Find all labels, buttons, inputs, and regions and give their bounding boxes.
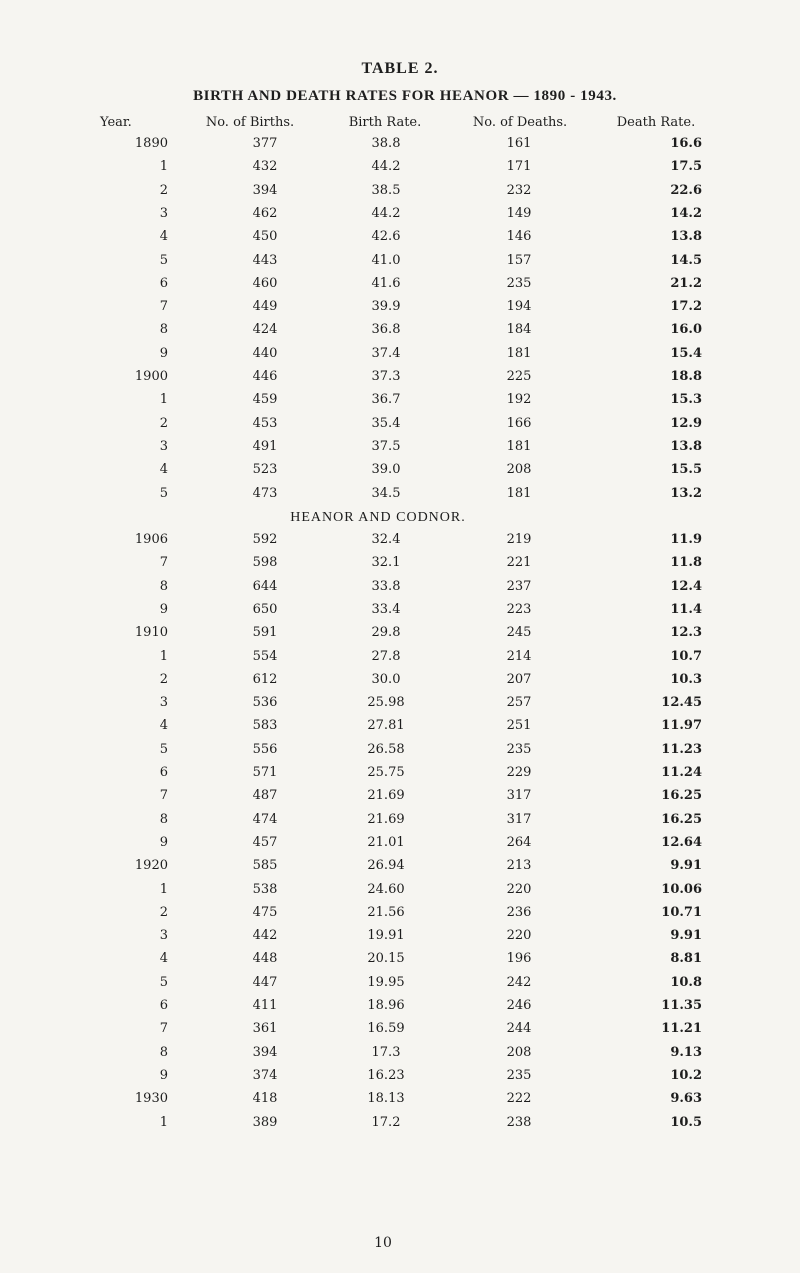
year-cell: 3	[159, 928, 168, 944]
deaths-cell: 149	[506, 205, 532, 221]
death-rate-cell: 11.24	[661, 765, 702, 780]
birth-rate-cell: 33.4	[371, 601, 401, 617]
year-cell: 6	[159, 275, 168, 291]
death-rate-cell: 11.21	[661, 1021, 702, 1037]
table-row	[0, 998, 800, 1018]
birth-rate-cell: 37.4	[371, 345, 401, 361]
year-cell: 2	[159, 182, 168, 198]
birth-rate-cell: 21.69	[367, 811, 405, 827]
birth-rate-cell: 33.8	[371, 578, 401, 594]
death-rate-cell: 9.13	[670, 1044, 702, 1060]
death-rate-cell: 10.71	[661, 904, 702, 920]
table-row	[0, 1021, 800, 1041]
table-row	[0, 695, 800, 715]
birth-rate-cell: 18.13	[367, 1091, 405, 1107]
birth-rate-cell: 36.8	[371, 322, 401, 338]
year-cell: 1920	[134, 858, 168, 874]
death-rate-cell: 15.5	[670, 462, 702, 478]
births-cell: 448	[252, 951, 278, 967]
death-rate-cell: 22.6	[670, 182, 702, 198]
births-cell: 491	[252, 438, 278, 454]
birth-rate-cell: 32.1	[371, 555, 401, 571]
births-cell: 598	[252, 555, 278, 571]
table-row	[0, 229, 800, 249]
year-cell: 1	[159, 648, 168, 664]
births-cell: 591	[252, 625, 278, 641]
table-row	[0, 439, 800, 459]
header-births: No. of Births.	[205, 115, 295, 130]
table-row	[0, 742, 800, 762]
births-cell: 644	[252, 578, 278, 594]
birth-rate-cell: 24.60	[367, 881, 405, 897]
table-row	[0, 788, 800, 808]
table-row	[0, 882, 800, 902]
deaths-cell: 251	[506, 718, 532, 734]
deaths-cell: 317	[506, 788, 532, 804]
year-cell: 7	[159, 299, 168, 315]
deaths-cell: 245	[506, 625, 532, 641]
birth-rate-cell: 41.6	[371, 275, 401, 291]
year-cell: 1	[159, 392, 168, 408]
year-cell: 4	[159, 718, 168, 734]
year-cell: 9	[159, 1067, 168, 1083]
death-rate-cell: 9.63	[670, 1091, 702, 1107]
death-rate-cell: 14.5	[670, 252, 702, 268]
table-row	[0, 858, 800, 878]
birth-rate-cell: 20.15	[367, 951, 405, 967]
deaths-cell: 238	[506, 1114, 532, 1130]
header-death-rate: Death Rate.	[616, 115, 696, 130]
birth-rate-cell: 27.81	[367, 718, 405, 734]
table-row	[0, 462, 800, 482]
birth-rate-cell: 38.5	[371, 182, 401, 198]
births-cell: 389	[252, 1114, 278, 1130]
table-row	[0, 1115, 800, 1135]
death-rate-cell: 12.9	[670, 415, 702, 431]
year-cell: 7	[159, 555, 168, 571]
deaths-cell: 229	[506, 765, 532, 780]
births-cell: 443	[252, 252, 278, 268]
death-rate-cell: 11.4	[670, 601, 702, 617]
birth-rate-cell: 25.75	[367, 765, 405, 780]
birth-rate-cell: 17.3	[371, 1044, 401, 1060]
death-rate-cell: 10.06	[661, 881, 702, 897]
birth-rate-cell: 16.59	[367, 1021, 405, 1037]
deaths-cell: 257	[506, 695, 532, 711]
births-cell: 473	[252, 485, 278, 501]
birth-rate-cell: 44.2	[371, 159, 401, 175]
table-row	[0, 905, 800, 925]
death-rate-cell: 13.8	[670, 229, 702, 245]
table-row	[0, 765, 800, 785]
births-cell: 450	[252, 229, 278, 245]
death-rate-cell: 9.91	[670, 858, 702, 874]
deaths-cell: 235	[506, 1067, 532, 1083]
deaths-cell: 244	[506, 1021, 532, 1037]
death-rate-cell: 8.81	[670, 951, 702, 967]
births-cell: 394	[252, 182, 278, 198]
deaths-cell: 264	[506, 834, 532, 850]
birth-rate-cell: 17.2	[371, 1114, 401, 1130]
birth-rate-cell: 34.5	[371, 485, 401, 501]
death-rate-cell: 11.97	[661, 718, 702, 734]
death-rate-cell: 11.9	[670, 532, 702, 547]
births-cell: 453	[252, 415, 278, 431]
births-cell: 424	[252, 322, 278, 338]
births-cell: 536	[252, 695, 278, 711]
page-number: 10	[374, 1235, 392, 1251]
births-cell: 374	[252, 1067, 278, 1083]
year-cell: 9	[159, 834, 168, 850]
deaths-cell: 221	[506, 555, 532, 571]
deaths-cell: 219	[506, 532, 532, 547]
birth-rate-cell: 21.56	[367, 904, 405, 920]
table-row	[0, 532, 800, 552]
death-rate-cell: 15.3	[670, 392, 702, 408]
death-rate-cell: 14.2	[670, 205, 702, 221]
births-cell: 585	[252, 858, 278, 874]
births-cell: 462	[252, 205, 278, 221]
year-cell: 6	[159, 998, 168, 1013]
births-cell: 650	[252, 601, 278, 617]
births-cell: 475	[252, 904, 278, 920]
deaths-cell: 146	[506, 229, 532, 245]
death-rate-cell: 12.3	[670, 625, 702, 641]
birth-rate-cell: 21.69	[367, 788, 405, 804]
birth-rate-cell: 16.23	[367, 1067, 405, 1083]
table-row	[0, 1045, 800, 1065]
death-rate-cell: 9.91	[670, 928, 702, 944]
year-cell: 2	[159, 904, 168, 920]
death-rate-cell: 15.4	[670, 345, 702, 361]
year-cell: 1	[159, 159, 168, 175]
death-rate-cell: 10.3	[670, 671, 702, 687]
year-cell: 5	[159, 485, 168, 501]
deaths-cell: 237	[506, 578, 532, 594]
year-cell: 5	[159, 974, 168, 990]
year-cell: 3	[159, 438, 168, 454]
year-cell: 1	[159, 881, 168, 897]
deaths-cell: 157	[506, 252, 532, 268]
deaths-cell: 220	[506, 881, 532, 897]
year-cell: 8	[159, 578, 168, 594]
births-cell: 418	[252, 1091, 278, 1107]
birth-rate-cell: 35.4	[371, 415, 401, 431]
year-cell: 1930	[134, 1091, 168, 1107]
births-cell: 446	[252, 369, 278, 384]
deaths-cell: 181	[506, 438, 532, 454]
births-cell: 442	[252, 928, 278, 944]
births-cell: 361	[252, 1021, 278, 1037]
births-cell: 460	[252, 275, 278, 291]
year-cell: 2	[159, 415, 168, 431]
births-cell: 432	[252, 159, 278, 175]
header-year: Year.	[100, 115, 132, 130]
deaths-cell: 208	[506, 462, 532, 478]
table-row	[0, 206, 800, 226]
year-cell: 5	[159, 252, 168, 268]
birth-rate-cell: 37.3	[371, 369, 401, 384]
table-row	[0, 416, 800, 436]
death-rate-cell: 10.2	[670, 1067, 702, 1083]
header-deaths: No. of Deaths.	[472, 115, 568, 130]
table-row	[0, 159, 800, 179]
table-row	[0, 392, 800, 412]
table-title: TABLE 2.	[361, 60, 439, 77]
table-row	[0, 299, 800, 319]
births-cell: 523	[252, 462, 278, 478]
deaths-cell: 207	[506, 671, 532, 687]
year-cell: 9	[159, 601, 168, 617]
deaths-cell: 220	[506, 928, 532, 944]
birth-rate-cell: 36.7	[371, 392, 401, 408]
birth-rate-cell: 39.9	[371, 299, 401, 315]
births-cell: 457	[252, 834, 278, 850]
table-row	[0, 625, 800, 645]
death-rate-cell: 11.35	[661, 998, 702, 1013]
table-row	[0, 555, 800, 575]
deaths-cell: 232	[506, 182, 532, 198]
year-cell: 3	[159, 205, 168, 221]
birth-rate-cell: 30.0	[371, 671, 401, 687]
year-cell: 7	[159, 788, 168, 804]
births-cell: 538	[252, 881, 278, 897]
birth-rate-cell: 38.8	[371, 136, 401, 151]
table-subtitle: BIRTH AND DEATH RATES FOR HEANOR — 1890 - 1943.	[193, 88, 617, 104]
death-rate-cell: 10.8	[670, 974, 702, 990]
birth-rate-cell: 26.94	[367, 858, 405, 874]
deaths-cell: 317	[506, 811, 532, 827]
birth-rate-cell: 18.96	[367, 998, 405, 1013]
births-cell: 583	[252, 718, 278, 734]
death-rate-cell: 11.23	[661, 741, 702, 757]
deaths-cell: 161	[506, 136, 532, 151]
table-row	[0, 183, 800, 203]
birth-rate-cell: 32.4	[371, 532, 401, 547]
table-row	[0, 951, 800, 971]
year-cell: 9	[159, 345, 168, 361]
death-rate-cell: 16.25	[661, 811, 702, 827]
death-rate-cell: 10.5	[670, 1114, 702, 1130]
death-rate-cell: 16.0	[670, 322, 702, 338]
births-cell: 459	[252, 392, 278, 408]
births-cell: 377	[252, 136, 278, 151]
births-cell: 474	[252, 811, 278, 827]
year-cell: 5	[159, 741, 168, 757]
deaths-cell: 192	[506, 392, 532, 408]
deaths-cell: 235	[506, 275, 532, 291]
birth-rate-cell: 27.8	[371, 648, 401, 664]
deaths-cell: 184	[506, 322, 532, 338]
death-rate-cell: 12.45	[661, 695, 702, 711]
table-row	[0, 253, 800, 273]
births-cell: 440	[252, 345, 278, 361]
table-row	[0, 276, 800, 296]
year-cell: 1910	[134, 625, 168, 641]
table-row	[0, 718, 800, 738]
deaths-cell: 242	[506, 974, 532, 990]
year-cell: 7	[159, 1021, 168, 1037]
table-row	[0, 1068, 800, 1088]
births-cell: 487	[252, 788, 278, 804]
birth-rate-cell: 19.91	[367, 928, 405, 944]
year-cell: 4	[159, 229, 168, 245]
table-row	[0, 602, 800, 622]
year-cell: 1900	[134, 369, 168, 384]
death-rate-cell: 16.6	[670, 136, 702, 151]
deaths-cell: 171	[506, 159, 532, 175]
table-row	[0, 322, 800, 342]
deaths-cell: 223	[506, 601, 532, 617]
year-cell: 8	[159, 811, 168, 827]
year-cell: 1890	[134, 136, 168, 151]
birth-rate-cell: 41.0	[371, 252, 401, 268]
deaths-cell: 196	[506, 951, 532, 967]
death-rate-cell: 21.2	[670, 275, 702, 291]
table-header-row	[0, 115, 800, 135]
year-cell: 2	[159, 671, 168, 687]
deaths-cell: 213	[506, 858, 532, 874]
table-row	[0, 346, 800, 366]
table-row	[0, 136, 800, 156]
table-row	[0, 486, 800, 506]
birth-rate-cell: 25.98	[367, 695, 405, 711]
deaths-cell: 225	[506, 369, 532, 384]
birth-rate-cell: 44.2	[371, 205, 401, 221]
table-row	[0, 649, 800, 669]
deaths-cell: 214	[506, 648, 532, 664]
birth-rate-cell: 19.95	[367, 974, 405, 990]
death-rate-cell: 17.5	[670, 159, 702, 175]
death-rate-cell: 16.25	[661, 788, 702, 804]
table-row	[0, 835, 800, 855]
birth-rate-cell: 26.58	[367, 741, 405, 757]
births-cell: 447	[252, 974, 278, 990]
births-cell: 449	[252, 299, 278, 315]
birth-rate-cell: 39.0	[371, 462, 401, 478]
year-cell: 3	[159, 695, 168, 711]
year-cell: 4	[159, 951, 168, 967]
deaths-cell: 235	[506, 741, 532, 757]
deaths-cell: 181	[506, 485, 532, 501]
death-rate-cell: 18.8	[670, 369, 702, 384]
year-cell: 1906	[134, 532, 168, 547]
table-row	[0, 369, 800, 389]
birth-rate-cell: 21.01	[367, 834, 405, 850]
birth-rate-cell: 29.8	[371, 625, 401, 641]
deaths-cell: 166	[506, 415, 532, 431]
birth-rate-cell: 37.5	[371, 438, 401, 454]
table-row	[0, 928, 800, 948]
death-rate-cell: 13.8	[670, 438, 702, 454]
births-cell: 411	[252, 998, 278, 1013]
year-cell: 4	[159, 462, 168, 478]
section-heading: HEANOR AND CODNOR.	[290, 510, 466, 525]
death-rate-cell: 11.8	[670, 555, 702, 571]
births-cell: 592	[252, 532, 278, 547]
header-birth-rate: Birth Rate.	[348, 115, 422, 130]
births-cell: 571	[252, 765, 278, 780]
birth-rate-cell: 42.6	[371, 229, 401, 245]
deaths-cell: 246	[506, 998, 532, 1013]
death-rate-cell: 13.2	[670, 485, 702, 501]
table-row	[0, 812, 800, 832]
deaths-cell: 236	[506, 904, 532, 920]
year-cell: 8	[159, 322, 168, 338]
table-row	[0, 579, 800, 599]
births-cell: 394	[252, 1044, 278, 1060]
table-row	[0, 975, 800, 995]
death-rate-cell: 10.7	[670, 648, 702, 664]
deaths-cell: 194	[506, 299, 532, 315]
death-rate-cell: 17.2	[670, 299, 702, 315]
table-row	[0, 672, 800, 692]
births-cell: 556	[252, 741, 278, 757]
deaths-cell: 181	[506, 345, 532, 361]
death-rate-cell: 12.4	[670, 578, 702, 594]
deaths-cell: 208	[506, 1044, 532, 1060]
births-cell: 554	[252, 648, 278, 664]
deaths-cell: 222	[506, 1091, 532, 1107]
year-cell: 8	[159, 1044, 168, 1060]
table-row	[0, 1091, 800, 1111]
year-cell: 6	[159, 765, 168, 780]
births-cell: 612	[252, 671, 278, 687]
death-rate-cell: 12.64	[661, 834, 702, 850]
year-cell: 1	[159, 1114, 168, 1130]
